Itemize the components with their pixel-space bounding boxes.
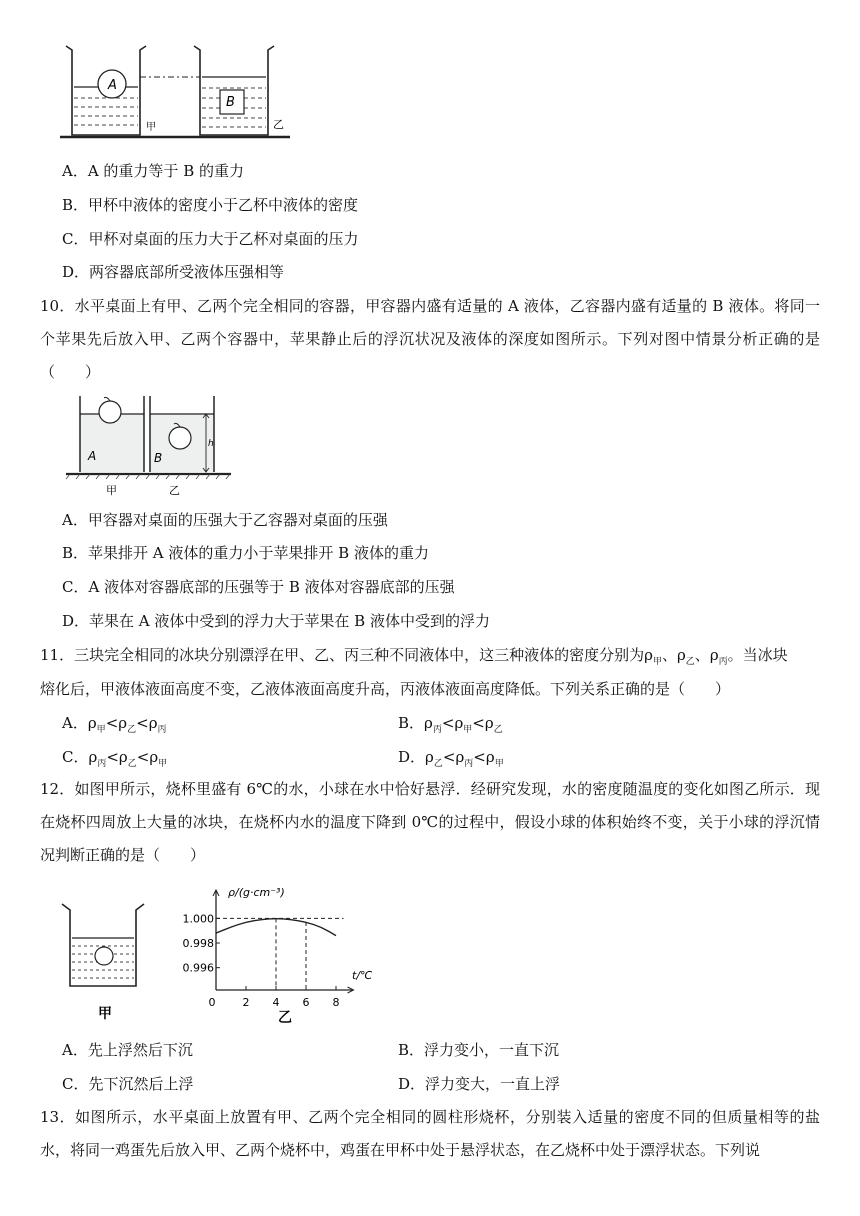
q11-stem-line2: 熔化后，甲液体液面高度不变，乙液体液面高度升高，丙液体液面高度降低。下列关系正确的是（ ） <box>40 680 731 698</box>
x-tick-label: 0 <box>208 996 216 1009</box>
fig9-label-jia: 甲 <box>146 122 156 133</box>
chart-xlabel: t/℃ <box>352 969 373 982</box>
q10-option-b: B．苹果排开 A 液体的重力小于苹果排开 B 液体的重力 <box>62 544 429 562</box>
q11-stem-start: 11．三块完全相同的冰块分别漂浮在甲、乙、丙三种不同液体中，这三种液体的密度分别为 <box>40 646 645 664</box>
q9-figure <box>60 40 300 150</box>
q10-option-d: D．苹果在 A 液体中受到的浮力大于苹果在 B 液体中受到的浮力 <box>62 612 490 630</box>
fig10-liquid-b: B <box>154 451 163 465</box>
fig10-liquid-a: A <box>88 449 97 463</box>
q10-option-a: A．甲容器对桌面的压强大于乙容器对桌面的压强 <box>62 511 388 529</box>
chart-axes <box>213 890 354 993</box>
q12-option-a: A．先上浮然后下沉 <box>62 1041 193 1059</box>
q11-option-d: D．$\rho_乙<\rho_丙<\rho_甲$ <box>398 748 504 769</box>
ball-a-label: A <box>108 78 117 93</box>
fig12-label-jia: 甲 <box>98 1006 112 1022</box>
x-tick-label: 4 <box>272 996 280 1009</box>
q9-option-d: D．两容器底部所受液体压强相等 <box>62 263 285 281</box>
q10-option-c: C．A 液体对容器底部的压强等于 B 液体对容器底部的压强 <box>62 578 455 596</box>
chart-ylabel: ρ/(g·cm⁻³) <box>228 886 285 899</box>
q10-figure <box>66 390 236 498</box>
q12-option-d: D．浮力变大，一直上浮 <box>398 1075 561 1093</box>
fig9-label-yi: 乙 <box>273 118 284 131</box>
q11-option-b: B．$\rho_丙<\rho_甲<\rho_乙$ <box>398 714 503 735</box>
q11-stem-line1: 11．三块完全相同的冰块分别漂浮在甲、乙、丙三种不同液体中，这三种液体的密度分别为$\rho_甲$、$\rho_乙$、$\rho_丙$。当冰块 <box>40 646 788 667</box>
q13-stem: 13．如图所示，水平桌面上放置有甲、乙两个完全相同的圆柱形烧杯，分别装入适量的密度不同的但质量相等的盐水，将同一鸡蛋先后放入甲、乙两个烧杯中，鸡蛋在甲杯中处于悬浮状态，在乙烧杯中处于漂浮状态。下列说 <box>40 1108 820 1159</box>
q12-stem: 12．如图甲所示，烧杯里盛有 6℃的水，小球在水中恰好悬浮．经研究发现，水的密度随温度的变化如图乙所示．现在烧杯四周放上大量的冰块，在烧杯内水的温度下降到 0℃的过程中，假设小球的体积始终不变，关于小球的浮沉情况判断正确的是（ ） <box>40 780 820 864</box>
block-b-label: B <box>226 95 235 110</box>
fig10-label-yi: 乙 <box>169 484 180 497</box>
q10-stem: 10．水平桌面上有甲、乙两个完全相同的容器，甲容器内盛有适量的 A 液体，乙容器内盛有适量的 B 液体。将同一个苹果先后放入甲、乙两个容器中，苹果静止后的浮沉状况及液体的深度如图所示。下列对图中情景分析正确的是（ ） <box>40 297 820 381</box>
fig10-label-jia: 甲 <box>106 484 117 497</box>
y-tick-label: 0.998 <box>182 937 214 950</box>
q12-beaker-figure <box>60 898 150 1022</box>
q12-option-c: C．先下沉然后上浮 <box>62 1075 194 1093</box>
y-tick-label: 1.000 <box>182 912 214 926</box>
x-tick-label: 8 <box>332 996 340 1009</box>
q12-option-b: B．浮力变小，一直下沉 <box>398 1041 560 1059</box>
fig12-label-yi: 乙 <box>278 1010 292 1026</box>
chart-ticks <box>183 912 340 1009</box>
fig10-h-label: h <box>208 439 214 449</box>
q11-option-a: A．$\rho_甲<\rho_乙<\rho_丙$ <box>62 714 167 735</box>
q9-option-c: C．甲杯对桌面的压力大于乙杯对桌面的压力 <box>62 230 359 248</box>
q9-option-a: A．A 的重力等于 B 的重力 <box>62 162 244 180</box>
q9-option-b: B．甲杯中液体的密度小于乙杯中液体的密度 <box>62 196 359 214</box>
x-tick-label: 2 <box>242 996 250 1009</box>
y-tick-label: 0.996 <box>182 961 214 975</box>
q11-option-c: C．$\rho_丙<\rho_乙<\rho_甲$ <box>62 748 168 769</box>
x-tick-label: 6 <box>302 996 310 1009</box>
density-chart <box>178 884 388 1026</box>
